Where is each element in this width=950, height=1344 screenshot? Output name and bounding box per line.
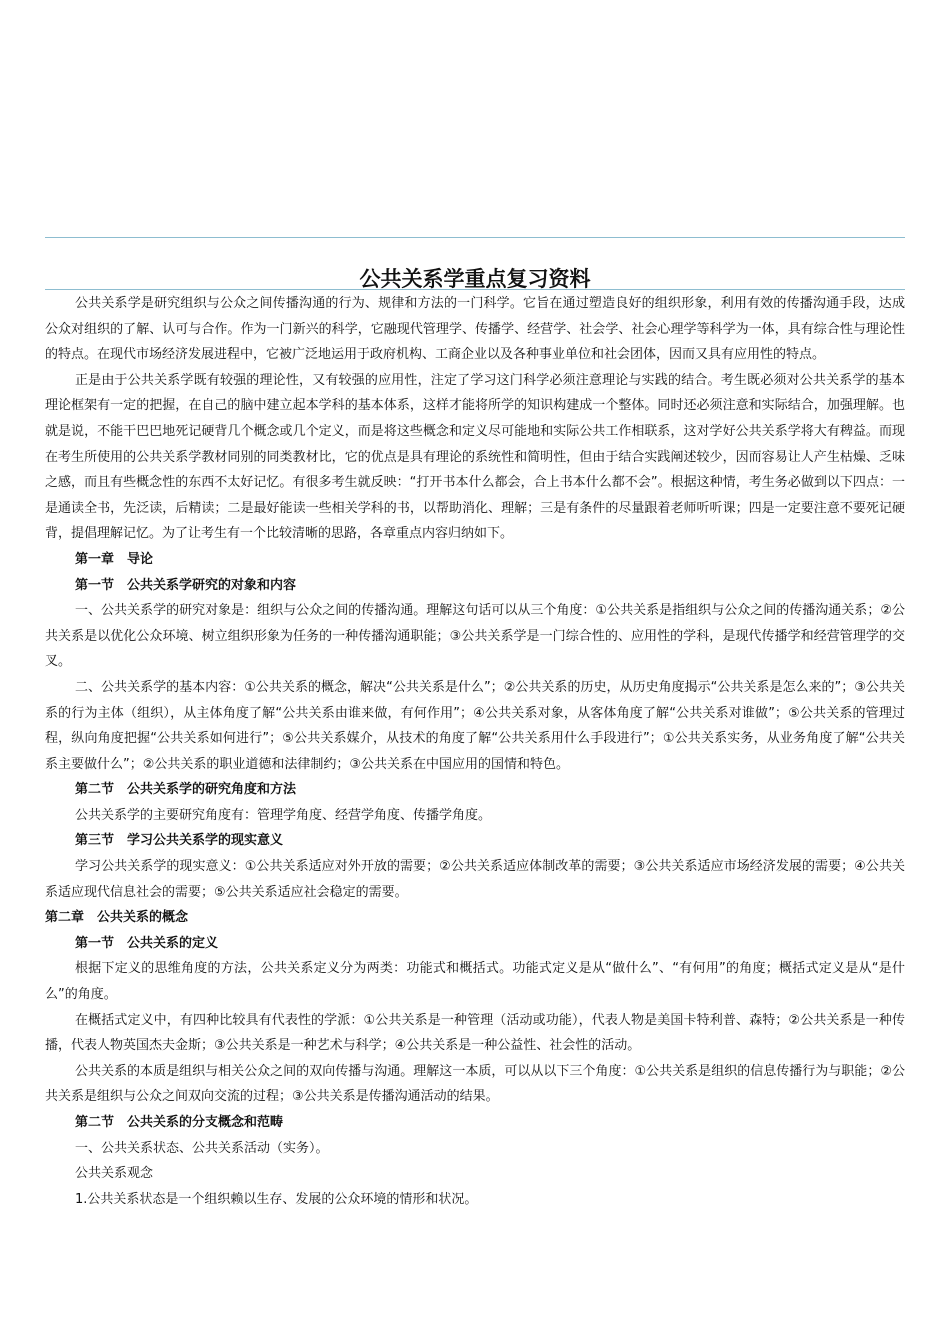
chapter-2-section-1-paragraph-3: 公共关系的本质是组织与相关公众之间的双向传播与沟通。理解这一本质，可以从以下三个角度：①公共关系是组织的信息传播行为与职能；②公共关系是组织与公众之间双向交流的过程；③公共关系是传播沟通活动的结果。	[45, 1063, 905, 1105]
chapter-1-section-3-heading: 第三节 学习公共关系学的现实意义	[75, 833, 284, 849]
chapter-2-heading: 第二章 公共关系的概念	[45, 910, 189, 926]
intro-paragraph-1: 公共关系学是研究组织与公众之间传播沟通的行为、规律和方法的一门科学。它旨在通过塑造良好的组织形象，利用有效的传播沟通手段，达成公众对组织的了解、认可与合作。作为一门新兴的科学，它融现代管理学、传播学、经营学、社会学、社会心理学等科学为一体，具有综合性与理论性的特点。在现代市场经济发展进程中，它被广泛地运用于政府机构、工商企业以及各种事业单位和社会团体，因而又具有应用性的特点。	[45, 296, 905, 363]
chapter-1-section-1-paragraph-1: 一、公共关系学的研究对象是：组织与公众之间的传播沟通。理解这句话可以从三个角度：①公共关系是指组织与公众之间的传播沟通关系；②公共关系是以优化公众环境、树立组织形象为任务的一种传播沟通职能；③公共关系学是一门综合性的、应用性的学科，是现代传播学和经营管理学的交叉。	[45, 603, 905, 670]
chapter-1-heading: 第一章 导论	[75, 551, 154, 567]
title-top-rule	[45, 237, 905, 238]
document-body	[45, 291, 905, 1212]
chapter-1-section-3-paragraph-1: 学习公共关系学的现实意义：①公共关系适应对外开放的需要；②公共关系适应体制改革的需要；③公共关系适应市场经济发展的需要；④公共关系适应现代信息社会的需要；⑤公共关系适应社会稳定的需要。	[45, 859, 905, 900]
chapter-2-section-2-paragraph-2: 公共关系观念	[75, 1166, 154, 1182]
chapter-1-section-1-heading: 第一节 公共关系学研究的对象和内容	[75, 577, 297, 593]
chapter-2-section-1-heading: 第一节 公共关系的定义	[75, 935, 219, 951]
chapter-2-section-2-heading: 第二节 公共关系的分支概念和范畴	[75, 1115, 284, 1130]
chapter-2-section-1-paragraph-1: 根据下定义的思维角度的方法，公共关系定义分为两类：功能式和概括式。功能式定义是从“做什么”、“有何用”的角度；概括式定义是从“是什么”的角度。	[45, 961, 905, 1003]
chapter-2-section-2-paragraph-1: 一、公共关系状态、公共关系活动（实务）。	[75, 1140, 329, 1156]
title-bottom-rule	[45, 289, 905, 290]
chapter-1-section-2-paragraph-1: 公共关系学的主要研究角度有：管理学角度、经营学角度、传播学角度。	[75, 807, 492, 823]
chapter-2-section-1-paragraph-2: 在概括式定义中，有四种比较具有代表性的学派：①公共关系是一种管理（活动或功能），代表人物是美国卡特利普、森特；②公共关系是一种传播，代表人物英国杰夫金斯；③公共关系是一种艺术与科学；④公共关系是一种公益性、社会性的活动。	[45, 1012, 905, 1054]
document-title: 公共关系学重点复习资料	[359, 267, 591, 292]
intro-paragraph-2: 正是由于公共关系学既有较强的理论性，又有较强的应用性，注定了学习这门科学必须注意理论与实践的结合。考生既必须对公共关系学的基本理论框架有一定的把握，在自己的脑中建立起本学科的基本体系，这样才能将所学的知识构建成一个整体。同时还必须注意和实际结合，加强理解。也就是说，不能干巴巴地死记硬背几个概念或几个定义，而是将这些概念和定义尽可能地和实际公共工作相联系，这对学好公共关系学将大有稗益。而现在考生所使用的公共关系学教材同别的同类教材比，它的优点是具有理论的系统性和简明性，但由于结合实践阐述较少，因而容易让人产生枯燥、乏味之感，而且有些概念性的东西不太好记忆。有很多考生就反映：“打开书本什么都会，合上书本什么都不会”。根据这种情，考生务必做到以下四点：一是通读全书，先泛读，后精读；二是最好能读一些相关学科的书，以帮助消化、理解；三是有条件的尽量跟着老师听听课；四是一定要注意不要死记硬背，提倡理解记忆。为了让考生有一个比较清晰的思路，各章重点内容归纳如下。	[45, 372, 905, 542]
chapter-1-section-2-heading: 第二节 公共关系学的研究角度和方法	[75, 782, 297, 798]
chapter-1-section-1-paragraph-2: 二、公共关系学的基本内容：①公共关系的概念，解决“公共关系是什么”；②公共关系的历史，从历史角度揭示“公共关系是怎么来的”；③公共关系的行为主体（组织），从主体角度了解“公共关系由谁来做，有何作用”；④公共关系对象，从客体角度了解“公共关系对谁做”；⑤公共关系的管理过程，纵向角度把握“公共关系如何进行”；⑤公共关系媒介，从技术的角度了解“公共关系用什么手段进行”；①公共关系实务，从业务角度了解“公共关系主要做什么”；②公共关系的职业道德和法律制约；③公共关系在中国应用的国情和特色。	[45, 679, 905, 772]
chapter-2-section-2-paragraph-3: 1.公共关系状态是一个组织赖以生存、发展的公众环境的情形和状况。	[75, 1191, 478, 1207]
